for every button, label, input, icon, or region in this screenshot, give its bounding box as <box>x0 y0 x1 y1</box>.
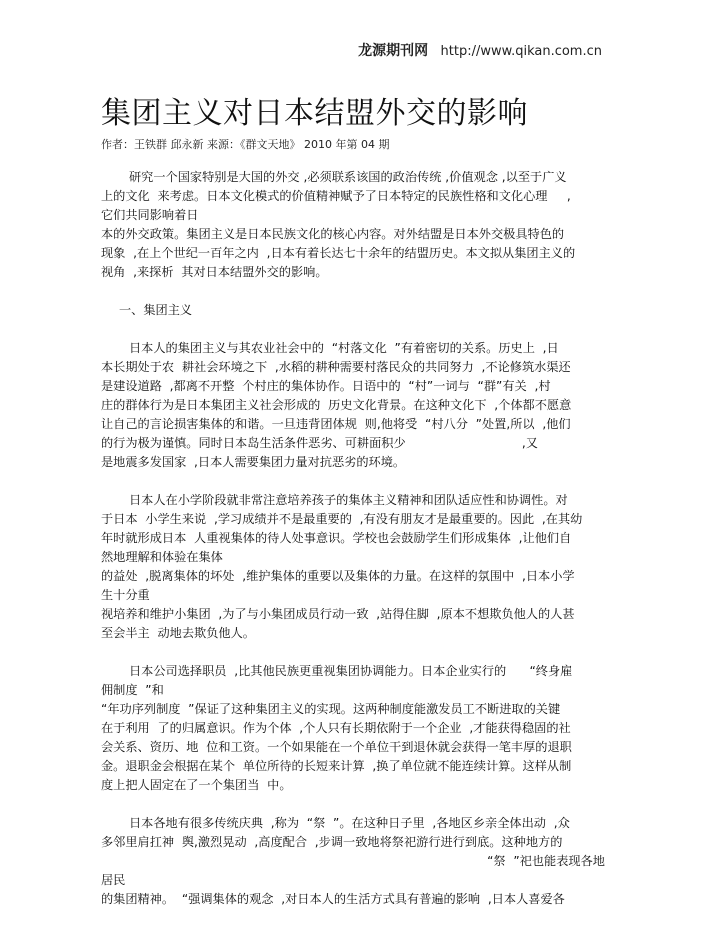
text-line: 的集团精神。 “强调集体的观念 ,对日本人的生活方式具有普遍的影响 ,日本人喜爱各 <box>101 892 565 906</box>
article-body <box>101 168 605 928</box>
text-line: 日本人的集团主义与其农业社会中的 “村落文化 ”有着密切的关系。历史上 ,日 <box>129 341 559 355</box>
paragraph-festival <box>101 814 605 909</box>
text-line: 上的文化 来考虑。日本文化模式的价值精神赋予了日本特定的民族性格和文化心理 , <box>101 189 571 203</box>
paragraph-village <box>101 339 605 472</box>
text-line: 年时就形成日本 人重视集体的待人处事意识。学校也会鼓励学生们形成集体 ,让他们自 <box>101 531 572 545</box>
text-line: 会关系、资历、地 位和工资。一个如果能在一个单位干到退休就会获得一笔丰厚的退职 <box>101 740 572 754</box>
text-line: 日本人在小学阶段就非常注意培养孩子的集体主义精神和团队适应性和协调性。对 <box>129 493 568 507</box>
article-meta: 作者：王铁群 邱永新 来源：《群文天地》 2010 年第 04 期 <box>101 138 390 151</box>
site-brand: 龙源期刊网 <box>358 43 429 59</box>
text-line: 视角 ,来探析 其对日本结盟外交的影响。 <box>101 265 328 279</box>
text-line: 度上把人固定在了一个集团当 中。 <box>101 778 292 792</box>
paragraph-intro <box>101 168 605 282</box>
site-header <box>358 40 602 60</box>
text-line: 在于利用 了的归属意识。作为个体 ,个人只有长期依附于一个企业 ,才能获得稳固的社 <box>101 721 571 735</box>
text-line: 它们共同影响着日 <box>101 208 199 222</box>
article-title: 集团主义对日本结盟外交的影响 <box>101 96 528 131</box>
text-line: 然地理解和体验在集体 <box>101 550 223 564</box>
text-line: “祭 ”祀也能表现各地 <box>487 854 605 868</box>
paragraph-school <box>101 491 605 643</box>
text-line: 现象 ,在上个世纪一百年之内 ,日本有着长达七十余年的结盟历史。本文拟从集团主义的 <box>101 246 576 260</box>
text-line: 研究一个国家特别是大国的外交 ,必须联系该国的政治传统 ,价值观念 ,以至于广义 <box>129 170 567 184</box>
text-line: 视培养和维护小集团 ,为了与小集团成员行动一致 ,站得住脚 ,原本不想欺负他人的人甚 <box>101 607 575 621</box>
text-line: 的益处 ,脱离集体的坏处 ,维护集体的重要以及集体的力量。在这样的氛围中 ,日本小学 <box>101 569 575 583</box>
section-heading: 一、集团主义 <box>119 303 193 317</box>
text-line: 佣制度 ”和 <box>101 683 164 697</box>
site-url[interactable]: http://www.qikan.com.cn <box>440 44 602 59</box>
text-line: 日本各地有很多传统庆典 ,称为 “祭 ”。在这种日子里 ,各地区乡亲全体出动 ,众 <box>129 816 570 830</box>
text-line: 是地震多发国家 ,日本人需要集团力量对抗恶劣的环境。 <box>101 455 406 469</box>
text-line: 于日本 小学生来说 ,学习成绩并不是最重要的 ,有没有朋友才是最重要的。因此 ,在其幼 <box>101 512 583 526</box>
text-line: 金。退职金会根据在某个 单位所待的长短来计算 ,换了单位就不能连续计算。这样从制 <box>101 759 572 773</box>
text-line: 至会半主 动地去欺负他人。 <box>101 626 255 640</box>
text-line: 多邻里肩扛神 舆,激烈晃动 ,高度配合 ,步调一致地将祭祀游行进行到底。这种地方的 <box>101 835 563 849</box>
text-line: 庄的群体行为是日本集团主义社会形成的 历史文化背景。在这种文化下 ,个体都不愿意 <box>101 398 572 412</box>
text-line: “年功序列制度 ”保证了这种集团主义的实现。这两种制度能激发员工不断进取的关键 <box>101 702 561 716</box>
text-line: 的行为极为谨慎。同时日本岛生活条件恶劣、可耕面积少 ,又 <box>101 436 538 450</box>
text-line: 生十分重 <box>101 588 150 602</box>
text-line: 居民 <box>101 873 126 887</box>
text-line: 本长期处于农 耕社会环境之下 ,水稻的耕种需要村落民众的共同努力 ,不论修筑水渠还 <box>101 360 571 374</box>
paragraph-company <box>101 662 605 795</box>
text-line: 本的外交政策。集团主义是日本民族文化的核心内容。对外结盟是日本外交极具特色的 <box>101 227 565 241</box>
text-line: 日本公司选择职员 ,比其他民族更重视集团协调能力。日本企业实行的 “终身雇 <box>129 664 573 678</box>
text-line: 是建设道路 ,都离不开整 个村庄的集体协作。日语中的 “村”一词与 “群”有关 ,村 <box>101 379 551 393</box>
text-line: 让自己的言论损害集体的和谐。一旦违背团体规 则,他将受 “村八分 ”处置,所以 ,他们 <box>101 417 571 431</box>
